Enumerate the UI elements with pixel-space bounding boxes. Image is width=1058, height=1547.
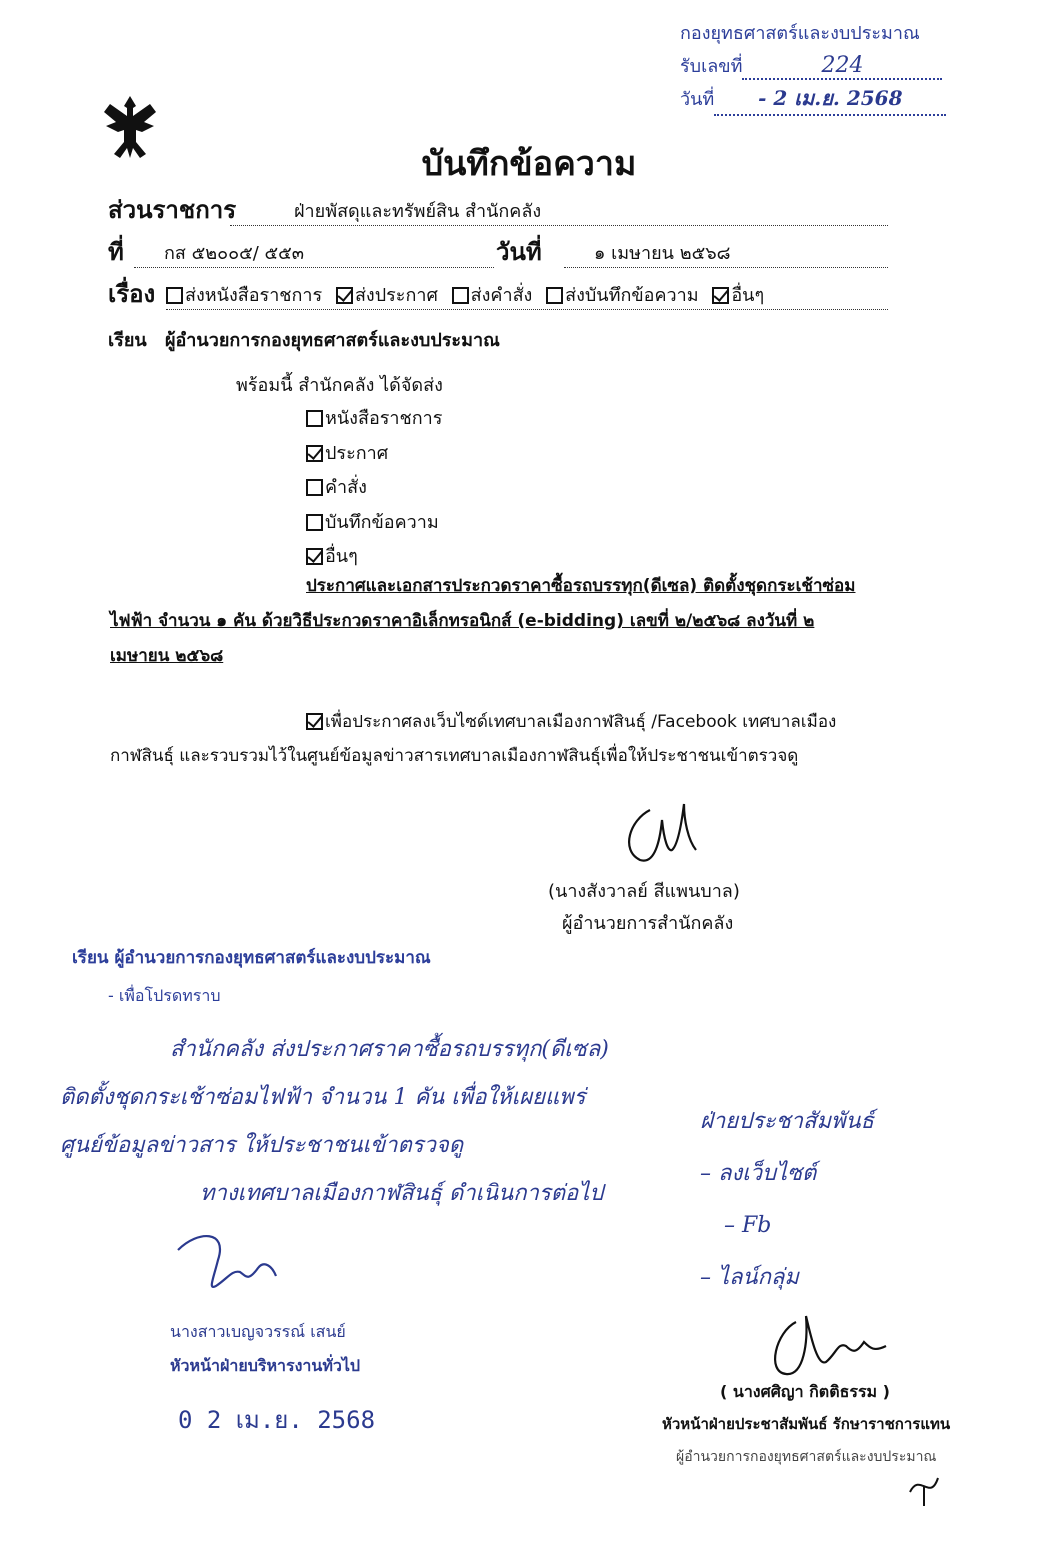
to-row xyxy=(108,325,500,354)
detail-line-3: เมษายน ๒๕๖๘ xyxy=(110,646,224,666)
signer-name: (นางสังวาลย์ สีแพนบาล) xyxy=(548,881,740,902)
handwritten-line: ศูนย์ข้อมูลข่าวสาร ให้ประชาชนเข้าตรวจดู xyxy=(60,1133,464,1158)
subject-option[interactable]: อื่นๆ xyxy=(712,285,764,306)
subject-option[interactable]: ส่งคำสั่ง xyxy=(452,285,533,306)
left-date-stamp: 0 2 เม.ย. 2568 xyxy=(178,1406,376,1434)
left-signer-name: นางสาวเบญจวรรณ์ เสนย์ xyxy=(170,1322,346,1341)
checkbox-icon xyxy=(306,410,323,427)
stamp-org: กองยุทธศาสตร์และงบประมาณ xyxy=(680,23,920,44)
checkbox-checked-icon xyxy=(712,287,729,304)
subject-option[interactable]: ส่งหนังสือราชการ xyxy=(166,285,322,306)
signature-mark xyxy=(610,790,720,870)
checkbox-checked-icon[interactable] xyxy=(306,713,323,730)
to-value: ผู้อำนวยการกองยุทธศาสตร์และงบประมาณ xyxy=(164,330,500,351)
checkbox-icon xyxy=(166,287,183,304)
checkbox-checked-icon xyxy=(306,548,323,565)
checkbox-checked-icon xyxy=(306,445,323,462)
to-label: เรียน xyxy=(108,330,147,351)
subject-label: เรื่อง xyxy=(108,280,156,308)
handwritten-note-right xyxy=(700,1096,960,1304)
detail-line-2: ไฟฟ้า จำนวน ๑ คัน ด้วยวิธีประกวดราคาอิเล็กทรอนิกส์ (e-bidding) เลขที่ ๒/๒๕๖๘ ลงวันที่ ๒ xyxy=(110,611,815,631)
handwritten-line: สำนักคลัง ส่งประกาศราคาซื้อรถบรรทุก(ดีเซล) xyxy=(170,1037,609,1062)
checkbox-icon xyxy=(306,479,323,496)
send-item[interactable]: ประกาศ xyxy=(306,437,442,472)
send-item[interactable]: หนังสือราชการ xyxy=(306,402,442,437)
checkbox-icon xyxy=(546,287,563,304)
right-signer-position-2: ผู้อำนวยการกองยุทธศาสตร์และงบประมาณ xyxy=(676,1449,937,1465)
endorse-to: เรียน ผู้อำนวยการกองยุทธศาสตร์และงบประมาณ xyxy=(72,948,431,968)
stamp-recv-no: 224 xyxy=(742,53,942,80)
handwritten-line: – ไลน์กลุ่ม xyxy=(700,1265,799,1290)
right-signer-position: หัวหน้าฝ่ายประชาสัมพันธ์ รักษาราชการแทน xyxy=(662,1415,951,1433)
dept-value: ฝ่ายพัสดุและทรัพย์สิน สำนักคลัง xyxy=(230,196,888,226)
handwritten-note-left xyxy=(60,1026,680,1218)
stamp-recv-label: รับเลขที่ xyxy=(680,56,743,77)
stamp-date-label: วันที่ xyxy=(680,89,715,110)
intro-text: พร้อมนี้ สำนักคลัง ได้จัดส่ง xyxy=(236,375,443,396)
send-item[interactable]: อื่นๆ xyxy=(306,540,442,575)
receiving-stamp xyxy=(680,18,970,116)
checkbox-checked-icon xyxy=(336,287,353,304)
send-item[interactable]: คำสั่ง xyxy=(306,471,442,506)
handwritten-line: ติดตั้งชุดกระเช้าซ่อมไฟฟ้า จำนวน 1 คัน เพื่อให้เผยแพร่ xyxy=(60,1085,586,1110)
ref-value: กส ๕๒๐๐๕/ ๕๕๓ xyxy=(134,238,494,268)
checkbox-icon xyxy=(452,287,469,304)
memo-title: บันทึกข้อความ xyxy=(421,144,637,184)
date-value: ๑ เมษายน ๒๕๖๘ xyxy=(564,238,888,268)
signature-mark xyxy=(756,1302,906,1380)
ref-label: ที่ xyxy=(108,238,124,266)
purpose-line-1: เพื่อประกาศลงเว็บไซด์เทศบาลเมืองกาฬสินธุ์ /Facebook เทศบาลเมือง xyxy=(306,708,836,735)
dept-label: ส่วนราชการ xyxy=(108,196,237,224)
endorse-note: - เพื่อโปรดทราบ xyxy=(108,986,221,1005)
left-signer-position: หัวหน้าฝ่ายบริหารงานทั่วไป xyxy=(170,1356,361,1375)
detail-line-1: ประกาศและเอกสารประกวดราคาซื้อรถบรรทุก(ดีเซล) ติดตั้งชุดกระเช้าซ่อม xyxy=(306,576,856,596)
handwritten-line: ทางเทศบาลเมืองกาฬสินธุ์ ดำเนินการต่อไป xyxy=(200,1181,604,1206)
handwritten-line: – Fb xyxy=(724,1213,772,1238)
date-label: วันที่ xyxy=(496,238,542,266)
send-item[interactable]: บันทึกข้อความ xyxy=(306,506,442,541)
signer-position: ผู้อำนวยการสำนักคลัง xyxy=(562,913,734,934)
checkbox-icon xyxy=(306,514,323,531)
handwritten-line: ฝ่ายประชาสัมพันธ์ xyxy=(700,1109,874,1134)
subject-option[interactable]: ส่งประกาศ xyxy=(336,285,438,306)
dept-row xyxy=(108,190,888,222)
signature-mark xyxy=(168,1220,308,1300)
right-signer-name: ( นางศศิญา กิตติธรรม ) xyxy=(720,1382,890,1401)
purpose-line-2: กาฬสินธุ์ และรวบรวมไว้ในศูนย์ข้อมูลข่าวสารเทศบาลเมืองกาฬสินธุ์เพื่อให้ประชาชนเข้าตรวจดู xyxy=(110,746,799,766)
subject-options xyxy=(166,280,888,310)
send-items xyxy=(306,402,442,575)
stamp-date-value: - 2 เม.ย. 2568 xyxy=(714,82,946,116)
initial-mark xyxy=(900,1462,950,1508)
ref-row xyxy=(108,232,888,264)
subject-option[interactable]: ส่งบันทึกข้อความ xyxy=(546,285,699,306)
subject-row xyxy=(108,274,888,306)
handwritten-line: – ลงเว็บไซต์ xyxy=(700,1161,817,1186)
